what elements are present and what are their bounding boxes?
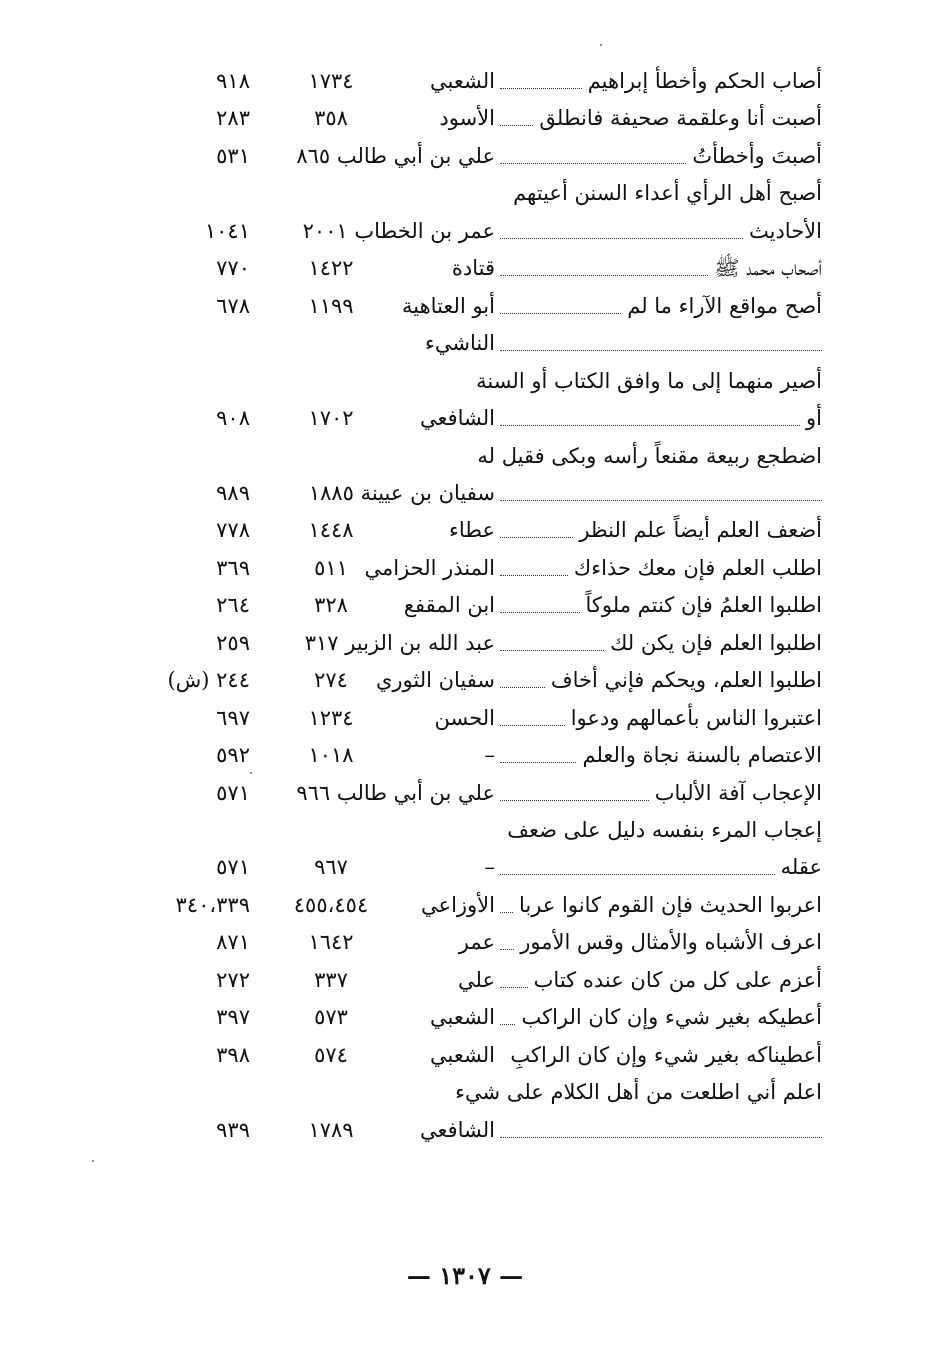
index-entry: [0, 773, 930, 813]
entry-number: [290, 436, 372, 476]
entry-text: أصاب الحكم وأخطأ إبراهيم: [587, 69, 822, 93]
entry-page: ٦٩٧: [216, 705, 250, 730]
entry-number: ١٧٣٤: [308, 69, 354, 93]
leader-dots: [500, 163, 686, 164]
entry-text: اضطجع ربيعة مقنعاً رأسه وبكى فقيل له: [477, 443, 822, 468]
entry-page: ٢٤٤ (ش): [167, 668, 250, 693]
entry-text: أعزم على كل من كان عنده كتاب: [533, 967, 822, 992]
leader-dots: [500, 350, 822, 351]
entry-number: [290, 810, 372, 850]
entry-text: أو: [806, 406, 822, 431]
entry-text: اعرف الأشباه والأمثال وقس الأمور: [520, 930, 822, 955]
index-entry: [0, 698, 930, 738]
entry-number: [290, 1072, 372, 1112]
entry-number: ٣٢٨: [314, 593, 348, 618]
entry-page: ٦٧٨: [216, 293, 250, 318]
entry-page: ٥٣١: [216, 143, 250, 168]
entry-text: اعتبروا الناس بأعمالهم ودعوا: [570, 705, 822, 730]
leader-dots: [500, 800, 649, 801]
entry-number: [290, 136, 372, 176]
entry-text: عقله: [780, 855, 822, 880]
entry-page: ٩٨٩: [216, 480, 250, 505]
entry-number: [290, 361, 372, 401]
index-entry: [0, 323, 930, 363]
entry-author: الأسود: [439, 106, 495, 131]
entry-page: [140, 173, 250, 213]
entry-page: ٣٩٧: [216, 1005, 250, 1030]
index-entry: [0, 922, 930, 962]
entry-page: ١٠٤١: [204, 218, 250, 243]
index-entry: [0, 660, 930, 700]
entry-text: أصح مواقع الآراء ما لم: [627, 293, 822, 318]
index-entry: [0, 61, 930, 101]
leader-dots: [500, 238, 743, 239]
entry-number: ٣٥٨: [314, 106, 348, 131]
entry-author: الشافعي: [419, 1117, 495, 1142]
index-entry: [0, 960, 930, 1000]
leader-dots: [500, 949, 514, 950]
entry-page: ٢٥٩: [216, 630, 250, 655]
entry-text: اعربوا الحديث فإن القوم كانوا عربا: [519, 892, 822, 917]
entry-page: ٣٤٠،٣٣٩: [175, 892, 250, 917]
leader-dots: [500, 537, 573, 538]
entry-page: ٩١٨: [216, 69, 250, 93]
page-number: — ١٣٠٧ —: [406, 1261, 524, 1290]
index-entry: [0, 248, 930, 288]
entry-author: أبو العتاهية: [402, 293, 495, 318]
entry-page: ٩٠٨: [216, 406, 250, 431]
entry-page: [140, 323, 250, 363]
leader-dots: [500, 650, 604, 651]
entry-number: ١٤٢٢: [308, 256, 354, 281]
entry-number: ٢٧٤: [314, 668, 348, 693]
leader-dots: [500, 313, 621, 314]
entry-number: [290, 211, 372, 251]
leader-dots: [500, 725, 565, 726]
entry-author: الشعبي: [430, 1042, 495, 1067]
entry-number: ١٤٤٨: [308, 518, 354, 543]
leader-dots: [500, 125, 533, 126]
index-entry: [0, 885, 930, 925]
entry-author: ابن المقفع: [403, 593, 495, 618]
entry-text: إعجاب المرء بنفسه دليل على ضعف: [507, 818, 822, 842]
entry-number: ١٦٤٢: [308, 930, 354, 955]
index-entry: [0, 136, 930, 176]
leader-dots: [500, 687, 545, 688]
leader-dots: [500, 88, 582, 89]
entry-author: المنذر الحزامي: [364, 555, 495, 580]
leader-dots: [500, 500, 822, 501]
entry-text: أصحاب محمد ﷺ: [714, 256, 822, 281]
entry-page: ٣٦٩: [216, 555, 250, 580]
index-entry: [0, 173, 930, 213]
entry-number: ١١٩٩: [308, 293, 354, 318]
entry-page: [140, 361, 250, 401]
entry-author: سفيان بن عيينة ١٨٨٥: [308, 480, 495, 505]
index-entry: [0, 286, 930, 326]
entry-author: الشافعي: [419, 406, 495, 431]
entry-author: –: [484, 855, 495, 880]
leader-dots: [500, 575, 568, 576]
index-entry: [0, 735, 930, 775]
entry-number: [290, 473, 372, 513]
index-entry: [0, 211, 930, 251]
entry-page: ٣٩٨: [216, 1042, 250, 1067]
scan-speck: [250, 772, 252, 774]
entry-page: [140, 436, 250, 476]
index-entry: [0, 510, 930, 550]
entry-number: [290, 773, 372, 813]
entry-page: ٧٧٠: [216, 256, 250, 281]
entry-text: أصير منهما إلى ما وافق الكتاب أو السنة: [476, 368, 822, 393]
entry-number: ١٧٠٢: [308, 406, 354, 431]
index-entry: [0, 623, 930, 663]
entry-author: قتادة: [451, 256, 495, 281]
index-entry: [0, 1072, 930, 1112]
entry-author: عطاء: [448, 518, 495, 543]
entry-text: أعطيناكه بغير شيء وإن كان الراكبِ: [510, 1042, 822, 1067]
index-entry: [0, 548, 930, 588]
index-entry: [0, 436, 930, 476]
index-entry: [0, 1110, 930, 1150]
entry-author: علي بن أبي طالب ٩٦٦: [296, 780, 495, 805]
entry-author: الشعبي: [430, 1005, 495, 1030]
entry-page: ٢٦٤: [216, 593, 250, 618]
entry-page: ٢٨٣: [216, 106, 250, 131]
leader-dots: [500, 1024, 515, 1025]
entry-number: ٩٦٧: [314, 855, 348, 880]
entry-number: ٥٧٣: [314, 1005, 348, 1030]
entry-author: عمر بن الخطاب ٢٠٠١: [302, 218, 495, 243]
entry-number: ٥٧٤: [314, 1042, 348, 1067]
entry-author: عمر: [458, 930, 495, 955]
entry-text: اعلم أني اطلعت من أهل الكلام على شيء: [455, 1080, 822, 1105]
entry-text: الاعتصام بالسنة نجاة والعلم: [582, 743, 822, 768]
entry-page: [140, 810, 250, 850]
entry-number: [290, 173, 372, 213]
leader-dots: [500, 762, 576, 763]
entry-number: ٥١١: [314, 555, 348, 580]
entry-page: ٥٧١: [216, 780, 250, 805]
entry-page: ٧٧٨: [216, 518, 250, 543]
entry-number: [290, 323, 372, 363]
index-entry: [0, 585, 930, 625]
index-entry: [0, 810, 930, 850]
entry-page: ٨٧١: [216, 930, 250, 955]
index-entry: [0, 997, 930, 1037]
leader-dots: [500, 1137, 822, 1138]
entry-author: علي بن أبي طالب ٨٦٥: [296, 143, 495, 168]
entry-text: اطلبوا العلمُ فإن كنتم ملوكاً: [585, 593, 822, 618]
entry-text: أضعف العلم أيضاً علم النظر: [579, 518, 822, 543]
entry-text: أصبت أنا وعلقمة صحيفة فانطلق: [539, 106, 822, 131]
leader-dots: [500, 275, 708, 276]
entry-author: –: [484, 743, 495, 768]
index-entry: [0, 1035, 930, 1075]
entry-text: أعطيكه بغير شيء وإن كان الراكب: [521, 1005, 822, 1030]
entry-text: اطلب العلم فإن معك حذاءك: [573, 555, 822, 580]
entry-author: عبد الله بن الزبير ٣١٧: [304, 630, 495, 655]
entry-page: [140, 1072, 250, 1112]
entry-page: ٥٧١: [216, 855, 250, 880]
entry-number: ١٢٣٤: [308, 705, 354, 730]
entry-number: [290, 623, 372, 663]
entry-page: ٥٩٢: [216, 743, 250, 768]
entry-author: الحسن: [434, 705, 495, 730]
entry-number: ٣٣٧: [314, 967, 348, 992]
scan-speck: [600, 44, 602, 46]
entry-text: اطلبوا العلم فإن يكن لك: [610, 630, 822, 655]
index-entry: [0, 361, 930, 401]
entry-text: الأحاديث: [748, 218, 822, 243]
entry-page: ٢٧٢: [216, 967, 250, 992]
entry-author: سفيان الثوري: [375, 668, 495, 693]
entry-author: الناشيء: [425, 331, 495, 356]
entry-number: ١٠١٨: [308, 743, 354, 768]
entry-text: أصبتَ وأخطأتُ: [692, 143, 822, 168]
index-entry: [0, 398, 930, 438]
entry-author: الشعبي: [430, 69, 495, 93]
entry-text: أصبح أهل الرأي أعداء السنن أعيتهم: [513, 181, 822, 206]
index-entry: [0, 473, 930, 513]
index-entry: [0, 98, 930, 138]
entry-text: اطلبوا العلم، ويحكم فإني أخاف: [550, 668, 822, 693]
entry-author: علي: [458, 967, 495, 992]
index-entry: [0, 847, 930, 887]
entry-number: ١٧٨٩: [308, 1117, 354, 1142]
entry-page: ٩٣٩: [216, 1117, 250, 1142]
leader-dots: [500, 425, 800, 426]
entry-number: ٤٥٥،٤٥٤: [293, 892, 369, 917]
leader-dots: [500, 987, 528, 988]
leader-dots: [500, 874, 775, 875]
entry-author: الأوزاعي: [421, 892, 495, 917]
leader-dots: [500, 912, 513, 913]
entry-text: الإعجاب آفة الألباب: [654, 780, 822, 805]
scan-speck: [92, 1160, 94, 1162]
leader-dots: [500, 612, 580, 613]
